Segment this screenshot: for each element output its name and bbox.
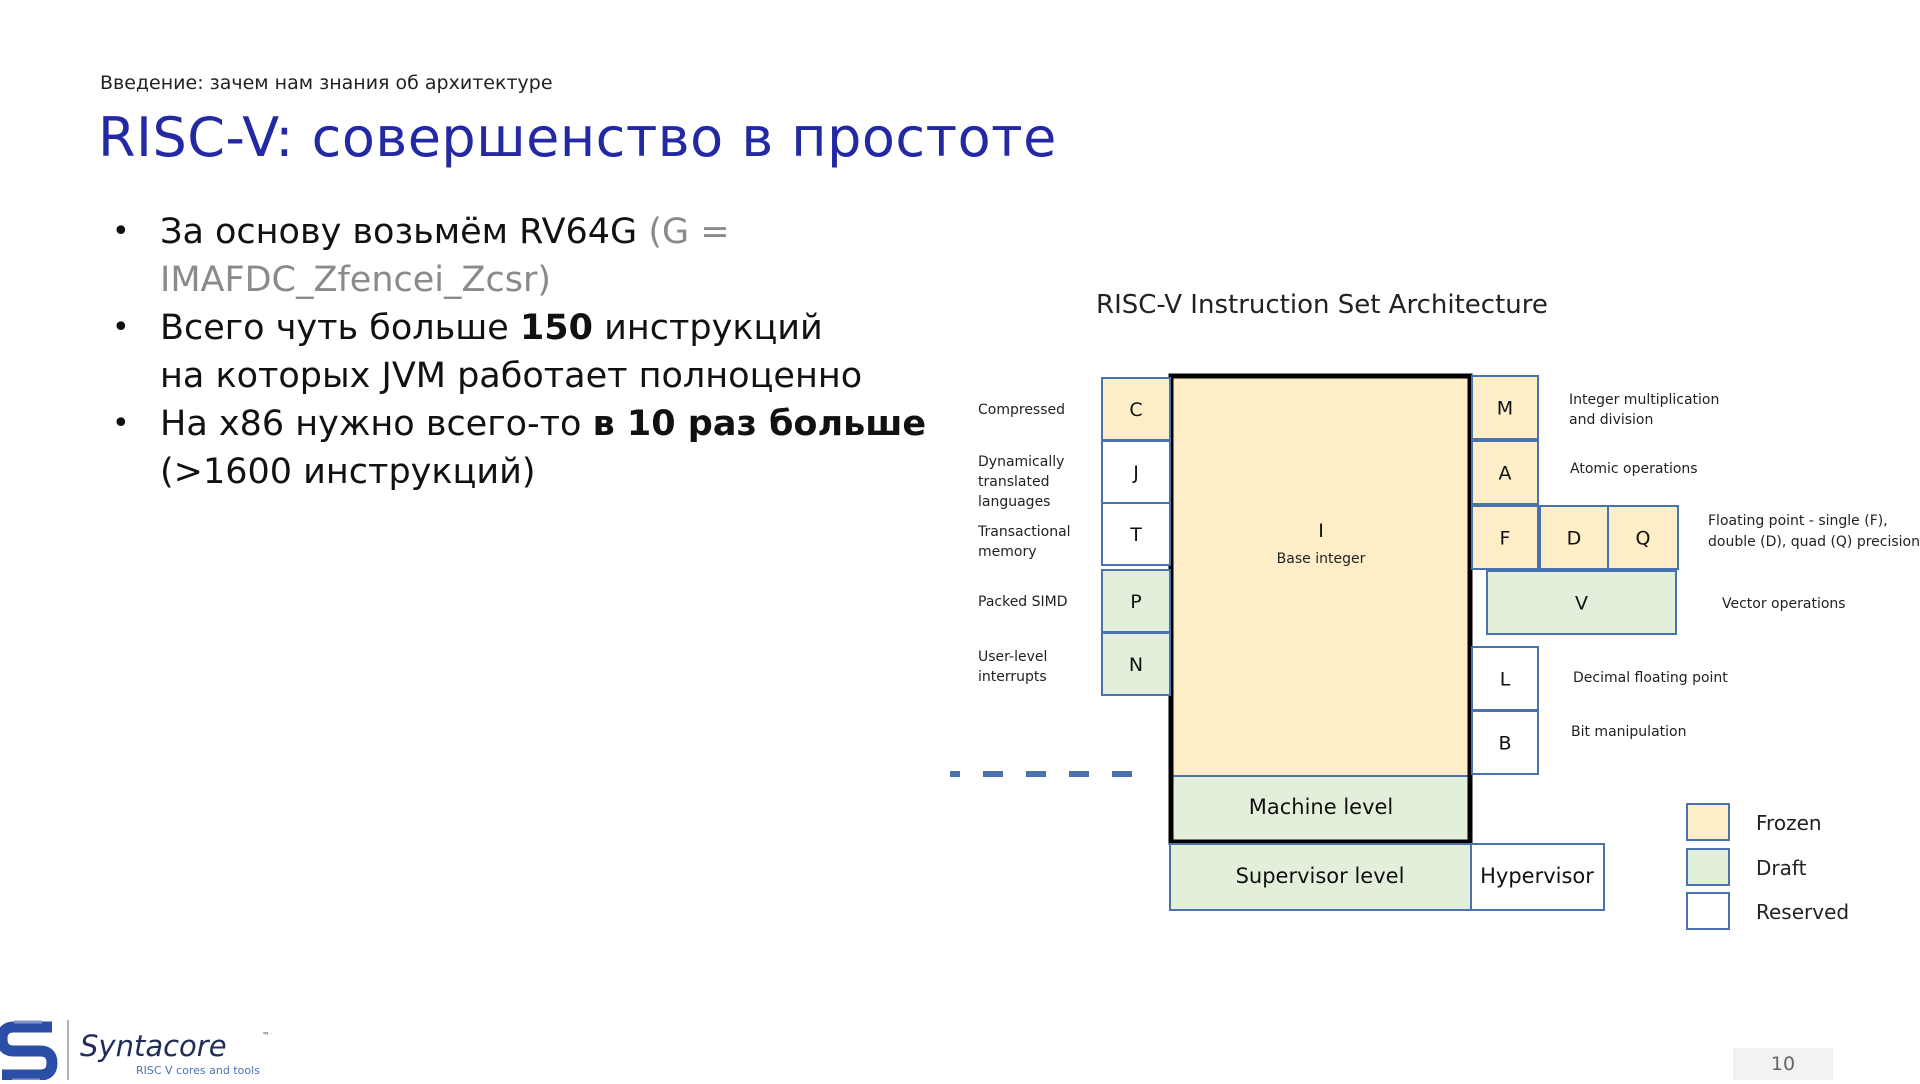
ext-a-label: Atomic operations [1570,461,1698,477]
ext-p-letter: P [1130,591,1142,613]
ext-n-letter: N [1128,654,1144,676]
ext-q-letter: Q [1635,527,1651,550]
isa-diagram-canvas [950,290,1920,950]
base-integer-label: Base integer [1276,551,1366,567]
legend-frozen-swatch [1687,804,1729,840]
ext-j-letter: J [1133,462,1139,484]
ext-fdq-label: Floating point - single (F), [1708,513,1888,529]
legend-draft-label: Draft [1756,856,1807,880]
legend-frozen-label: Frozen [1756,811,1822,835]
ext-t-label: Transactional [978,524,1071,540]
ext-t-letter: T [1130,524,1142,546]
ext-a-letter: A [1498,462,1512,485]
ext-f-letter: F [1499,527,1511,550]
ext-l-letter: L [1499,668,1511,691]
ext-j-label: Dynamically [978,454,1065,470]
ext-j-label: translated [978,474,1050,490]
bullet-dot-icon: • [112,310,130,345]
slide-title: RISC-V: совершенство в простоте [98,106,1057,169]
ext-m-label: Integer multiplication [1569,392,1720,408]
ext-c-label: Compressed [978,402,1066,418]
page-number: 10 [1733,1048,1833,1080]
ext-l-label: Decimal floating point [1573,670,1728,686]
bullet-dot-icon: • [112,406,130,441]
brand-name: Syntacore [80,1029,227,1063]
syntacore-s-logo-icon [2,1022,52,1080]
ext-n-label: interrupts [978,669,1047,685]
ext-m-label: and division [1569,412,1654,428]
bullet-text-bold: в 10 раз больше [592,404,927,444]
bullet-dot-icon: • [112,214,130,249]
ext-v-letter: V [1575,592,1588,615]
base-integer-letter: I [1318,520,1324,542]
ext-c-letter: C [1129,399,1143,421]
ext-d-letter: D [1566,527,1582,550]
ext-j-label: languages [978,494,1051,510]
ext-t-label: memory [978,544,1037,560]
ext-b-label: Bit manipulation [1571,724,1687,740]
supervisor-level-label: Supervisor level [1235,864,1405,888]
ext-n-label: User-level [978,649,1048,665]
bullet-text-bold: 150 [519,308,593,348]
hypervisor-label: Hypervisor [1480,864,1594,888]
legend-reserved-label: Reserved [1756,900,1850,924]
bullet-text: на которых JVM работает полноценно [160,356,863,396]
legend-reserved-swatch [1687,893,1729,929]
bullet-item [108,208,1088,304]
ext-b-letter: B [1498,732,1512,755]
base-integer-box [1172,377,1470,776]
bullet-text-grey: (G = IMAFDC_Zfencei_Zcsr) [160,212,730,300]
isa-diagram [950,290,1920,950]
bullet-text: (>1600 инструкций) [160,452,536,492]
legend-draft-swatch [1687,849,1729,885]
slide-subtitle: Введение: зачем нам знания об архитектуре [100,72,553,94]
bullet-text: Всего чуть больше [160,308,520,348]
bullet-text: За основу возьмём RV64G [160,212,649,252]
brand-tagline: RISC V cores and tools [136,1064,260,1077]
ext-fdq-label: double (D), quad (Q) precision [1708,534,1920,550]
bullet-list [108,208,1088,496]
syntacore-logo [0,1018,290,1080]
bullet-text: инструкций [593,308,823,348]
diagram-title: RISC-V Instruction Set Architecture [1096,290,1548,320]
bullet-text: На x86 нужно всего-то [160,404,593,444]
ext-p-label: Packed SIMD [978,594,1068,610]
ext-m-letter: M [1496,397,1514,420]
ext-v-label: Vector operations [1722,596,1846,612]
bullet-item [108,400,1088,496]
brand-trademark: ™ [262,1031,270,1040]
bullet-item [108,304,1088,400]
machine-level-label: Machine level [1248,795,1394,819]
